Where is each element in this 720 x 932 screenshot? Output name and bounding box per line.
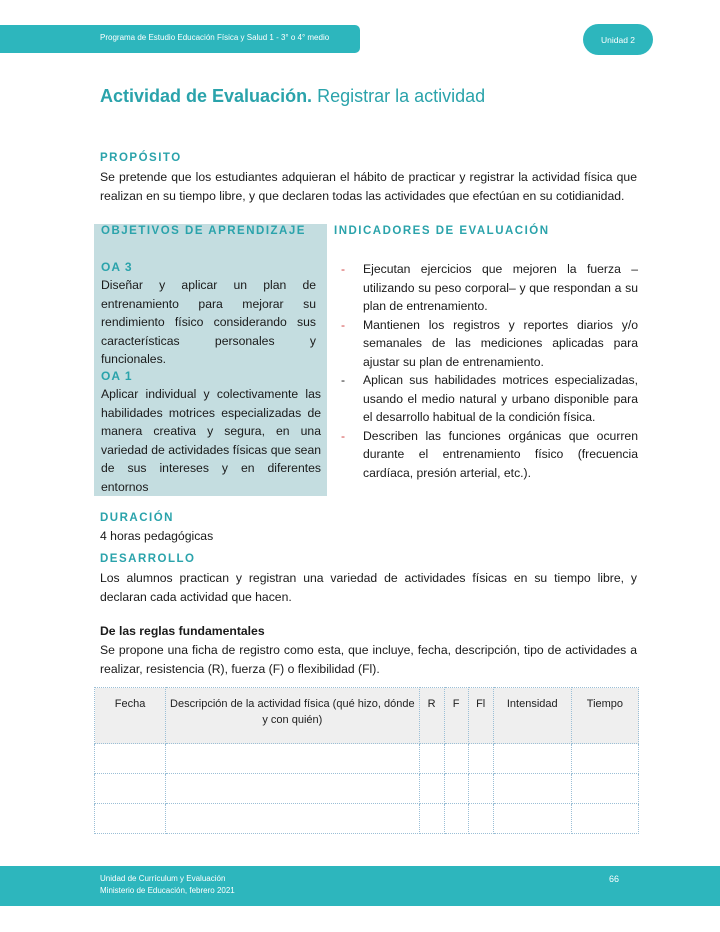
table-cell [419,804,444,834]
indicator-item: - Aplican sus habilidades motrices especializadas, usando el medio natural y urbano disponible para el desarrollo habitual de la condición física. [341,373,638,424]
objetivos-heading: OBJETIVOS DE APRENDIZAJE [101,225,306,237]
table-cell [419,774,444,804]
table-cell [493,774,571,804]
proposito-text: Se pretende que los estudiantes adquieran el hábito de practicar y registrar la actividad física que realizan en su tiempo libre, y que declaren todas las actividades que efectúan en su cotidianidad. [100,170,637,203]
oa3-code: OA 3 [101,260,133,274]
objectives-box [94,224,327,496]
footer-text [100,873,235,897]
table-cell [444,744,468,774]
table-cell [468,774,493,804]
col-r: R [419,688,444,744]
indicator-item: - Ejecutan ejercicios que mejoren la fuerza – utilizando su peso corporal– y que respondan a su plan de entrenamiento. [341,262,638,313]
table-cell [166,774,419,804]
header-bar [0,25,360,53]
indicator-item: - Describen las funciones orgánicas que ocurren durante el entrenamiento físico (frecuencia cardíaca, presión arterial, etc.). [341,428,638,480]
indicator-item: - Mantienen los registros y reportes diarios y/o semanales de las mediciones aplicadas para ajustar su plan de entrenamiento. [341,317,638,369]
table-cell [95,744,166,774]
page-title [100,86,485,107]
title-rest: Registrar la actividad [312,86,486,106]
duracion-text: 4 horas pedagógicas [100,529,214,543]
col-fl: Fl [468,688,493,744]
footer-line-2: Ministerio de Educación, febrero 2021 [100,886,235,895]
table-cell [166,744,419,774]
table-cell [419,744,444,774]
footer-line-1: Unidad de Currículum y Evaluación [100,874,226,883]
bullet-dash: - [341,373,346,387]
table-row [95,744,639,774]
bullet-dash: - [341,262,346,276]
registro-table [94,687,639,834]
indicadores-heading: INDICADORES DE EVALUACIÓN [334,225,550,237]
desarrollo-text: Los alumnos practican y registran una variedad de actividades físicas en su tiempo libre, y declaran cada actividad que hacen. [100,571,637,604]
table-cell [468,804,493,834]
unit-badge: Unidad 2 [583,24,653,55]
table-cell [493,744,571,774]
bullet-dash: - [341,317,346,332]
oa1-text: Aplicar individual y colectivamente las habilidades motrices especializadas de manera creativa y segura, en una variedad de actividades físicas que sean de sus intereses y en diferentes entornos [101,387,321,494]
title-bold: Actividad de Evaluación. [100,86,313,106]
bullet-dash: - [341,428,346,443]
table-cell [571,804,638,834]
col-fecha: Fecha [95,688,166,744]
table-cell [468,744,493,774]
table-cell [95,804,166,834]
desarrollo-heading: DESARROLLO [100,553,196,565]
program-title: Programa de Estudio Educación Física y Salud 1 - 3° o 4° medio [100,33,330,42]
col-descripcion: Descripción de la actividad física (qué hizo, dónde y con quién) [166,688,419,744]
table-row [95,774,639,804]
table-header-row [95,688,639,744]
table-cell [493,804,571,834]
page-number: 66 [609,874,620,884]
duracion-heading: DURACIÓN [100,512,174,524]
oa1-code: OA 1 [101,369,133,383]
oa3-text: Diseñar y aplicar un plan de entrenamiento para mejorar su rendimiento físico considerando sus características personales y funcionales. [101,278,316,366]
table-cell [444,774,468,804]
col-intensidad: Intensidad [493,688,571,744]
col-f: F [444,688,468,744]
table-cell [571,744,638,774]
reglas-heading: De las reglas fundamentales [100,624,265,638]
table-cell [571,774,638,804]
table-cell [166,804,419,834]
table-row [95,804,639,834]
table-cell [444,804,468,834]
footer-bar [0,866,720,906]
proposito-heading: PROPÓSITO [100,152,182,164]
col-tiempo: Tiempo [571,688,638,744]
table-cell [95,774,166,804]
reglas-text: Se propone una ficha de registro como esta, que incluye, fecha, descripción, tipo de actividades a realizar, resistencia (R), fuerza (F) o flexibilidad (Fl). [100,643,637,676]
indicators-list [341,260,638,482]
